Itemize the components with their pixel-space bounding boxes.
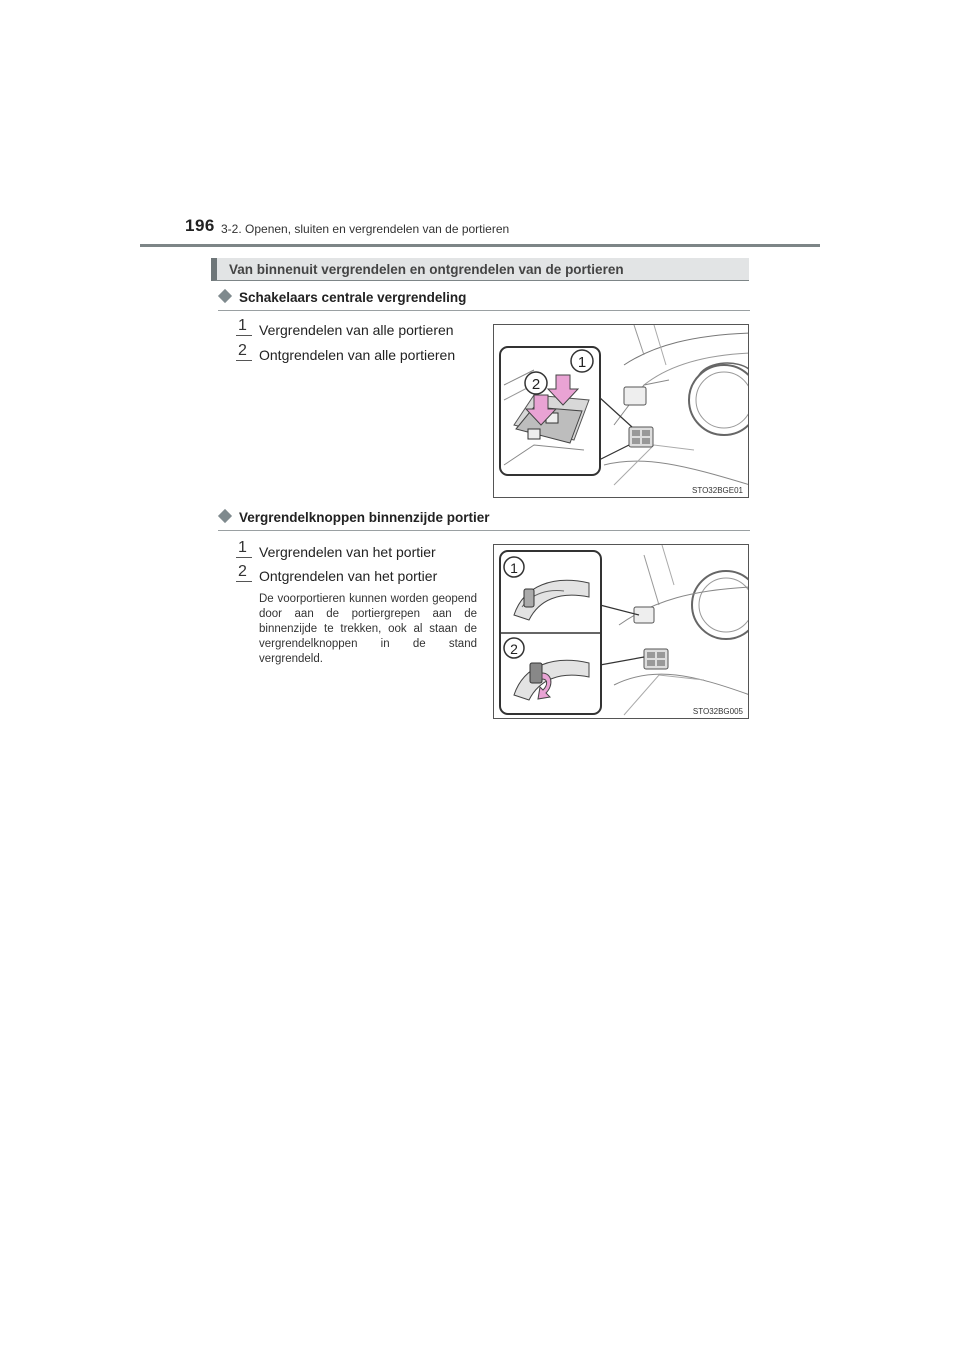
subheading-rule [218, 310, 750, 311]
figure-inside-lock-knobs [493, 544, 749, 719]
diamond-bullet-icon [218, 289, 232, 303]
step-number-2-icon: 2 [236, 344, 252, 361]
figure-code: STO32BGE01 [692, 486, 743, 495]
subheading-text: Schakelaars centrale vergrendeling [239, 290, 467, 305]
section-heading [211, 258, 749, 281]
illustration-door-handles [494, 545, 749, 719]
subheading-central-locking [220, 290, 466, 305]
header-rule [140, 244, 820, 247]
subheading-door-lock-knobs [220, 510, 490, 525]
page-number: 196 [185, 216, 215, 235]
step-number-1-icon: 1 [236, 541, 252, 558]
section-title: Van binnenuit vergrendelen en ontgrendelen van de portieren [229, 262, 624, 277]
illustration-door-switch [494, 325, 749, 498]
note-paragraph: De voorportieren kunnen worden geopend door aan de portiergrepen aan de binnenzijde te trekken, ook al staan de vergrendelknoppen in de stand vergrendeld. [259, 593, 477, 665]
step-text-unlock-all: Ontgrendelen van alle portieren [259, 347, 456, 363]
diamond-bullet-icon [218, 509, 232, 523]
step-number-2-icon: 2 [236, 565, 252, 582]
running-head: 3-2. Openen, sluiten en vergrendelen van de portieren [221, 222, 510, 236]
callout-2: 2 [531, 376, 541, 393]
callout-1: 1 [510, 560, 518, 576]
subheading-text: Vergrendelknoppen binnenzijde portier [239, 510, 490, 525]
callout-2: 2 [510, 641, 518, 657]
figure-central-locking-switch [493, 324, 749, 498]
step-text-unlock-door: Ontgrendelen van het portier [259, 568, 438, 584]
callout-1: 1 [577, 354, 587, 371]
step-text-lock-all: Vergrendelen van alle portieren [259, 322, 454, 338]
figure-code: STO32BG005 [692, 707, 743, 716]
subheading-rule [218, 530, 750, 531]
step-number-1-icon: 1 [236, 319, 252, 336]
step-text-lock-door: Vergrendelen van het portier [259, 544, 436, 560]
